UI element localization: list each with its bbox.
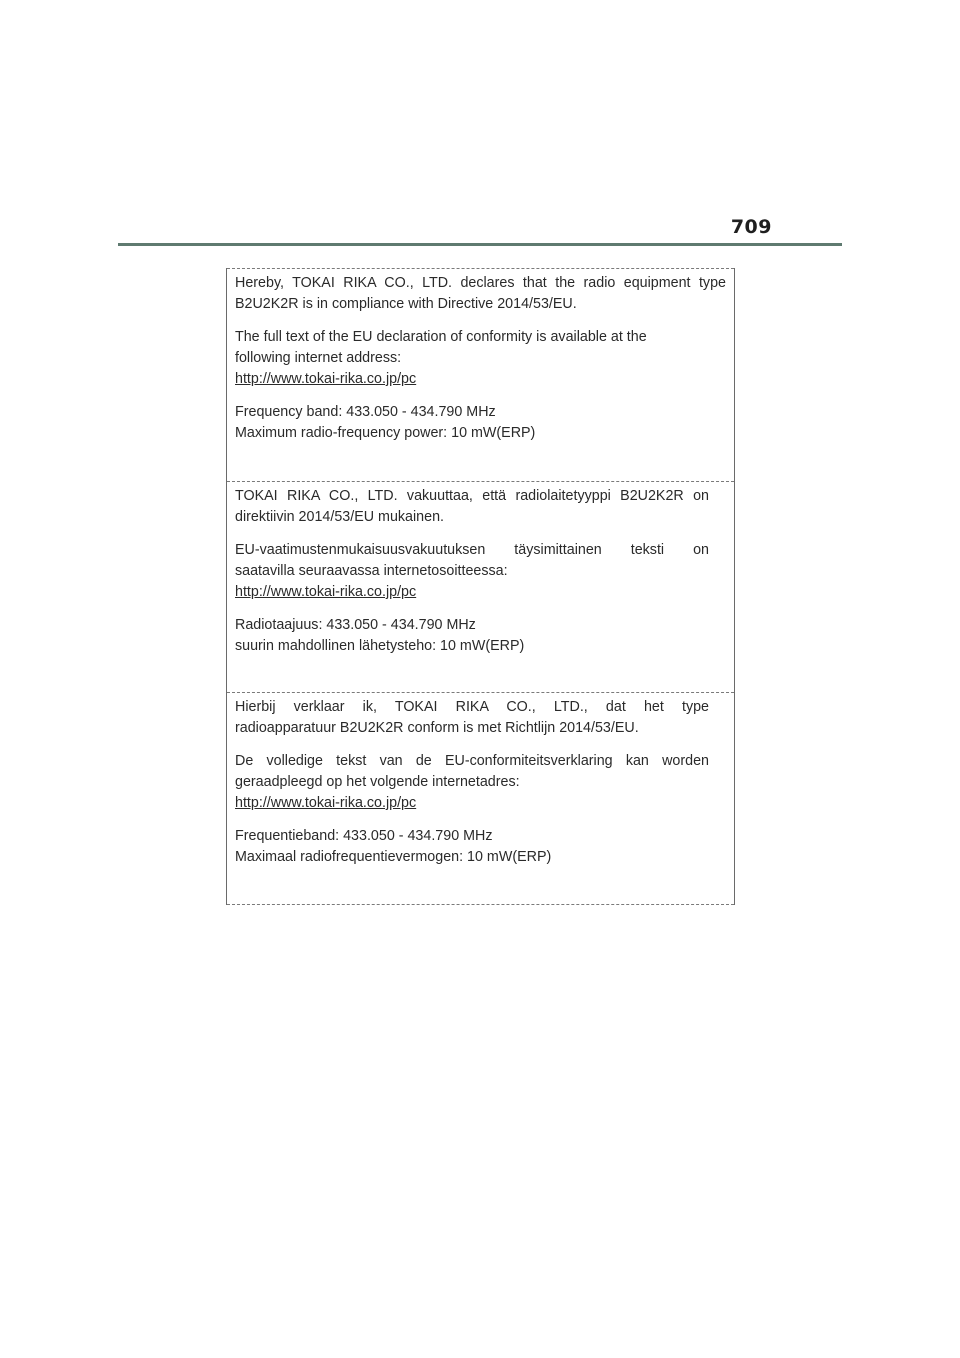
header-rule [118, 243, 842, 246]
declaration-url-link[interactable]: http://www.tokai-rika.co.jp/pc [235, 584, 417, 600]
declaration-url-link[interactable]: http://www.tokai-rika.co.jp/pc [235, 795, 417, 811]
radio-specs [235, 826, 726, 868]
availability-paragraph [235, 327, 726, 390]
declaration-line: Hierbij verklaar ik, TOKAI RIKA CO., LTD., dat het type [235, 699, 709, 715]
radio-specs [235, 402, 726, 444]
frequency-band: Frequentieband: 433.050 - 434.790 MHz [235, 828, 493, 844]
availability-paragraph [235, 540, 709, 603]
max-power: Maximum radio-frequency power: 10 mW(ERP) [235, 425, 536, 441]
declaration-paragraph [235, 486, 709, 528]
availability-line: saatavilla seuraavassa internetosoitteessa: [235, 563, 508, 579]
radio-specs [235, 615, 726, 657]
declaration-url-link[interactable]: http://www.tokai-rika.co.jp/pc [235, 371, 417, 387]
frequency-band: Frequency band: 433.050 - 434.790 MHz [235, 404, 496, 420]
notice-section-dutch [227, 692, 734, 905]
declaration-line: radioapparatuur B2U2K2R conform is met Richtlijn 2014/53/EU. [235, 720, 639, 736]
availability-line: EU-vaatimustenmukaisuusvakuutuksen täysimittainen teksti on [235, 542, 709, 558]
declaration-line: TOKAI RIKA CO., LTD. vakuuttaa, että radiolaitetyyppi B2U2K2R on [235, 488, 709, 504]
frequency-band: Radiotaajuus: 433.050 - 434.790 MHz [235, 617, 476, 633]
declaration-line: B2U2K2R is in compliance with Directive 2014/53/EU. [235, 296, 577, 312]
declaration-line: direktiivin 2014/53/EU mukainen. [235, 509, 445, 525]
declaration-url-wrap [235, 369, 726, 390]
max-power: suurin mahdollinen lähetysteho: 10 mW(ERP) [235, 638, 525, 654]
availability-line: The full text of the EU declaration of conformity is available at the [235, 329, 647, 345]
declaration-url-wrap [235, 582, 709, 603]
max-power: Maximaal radiofrequentievermogen: 10 mW(ERP) [235, 849, 552, 865]
declaration-line: Hereby, TOKAI RIKA CO., LTD. declares that the radio equipment type [235, 275, 726, 291]
availability-line: following internet address: [235, 350, 402, 366]
declaration-url-wrap [235, 793, 709, 814]
availability-paragraph [235, 751, 709, 814]
page-number: 709 [730, 216, 772, 238]
notice-section-english [227, 268, 734, 481]
declaration-paragraph [235, 697, 709, 739]
declaration-paragraph [235, 273, 726, 315]
notice-section-finnish [227, 481, 734, 692]
availability-line: De volledige tekst van de EU-conformiteitsverklaring kan worden [235, 753, 709, 769]
availability-line: geraadpleegd op het volgende internetadres: [235, 774, 520, 790]
compliance-notice-box [226, 268, 735, 905]
